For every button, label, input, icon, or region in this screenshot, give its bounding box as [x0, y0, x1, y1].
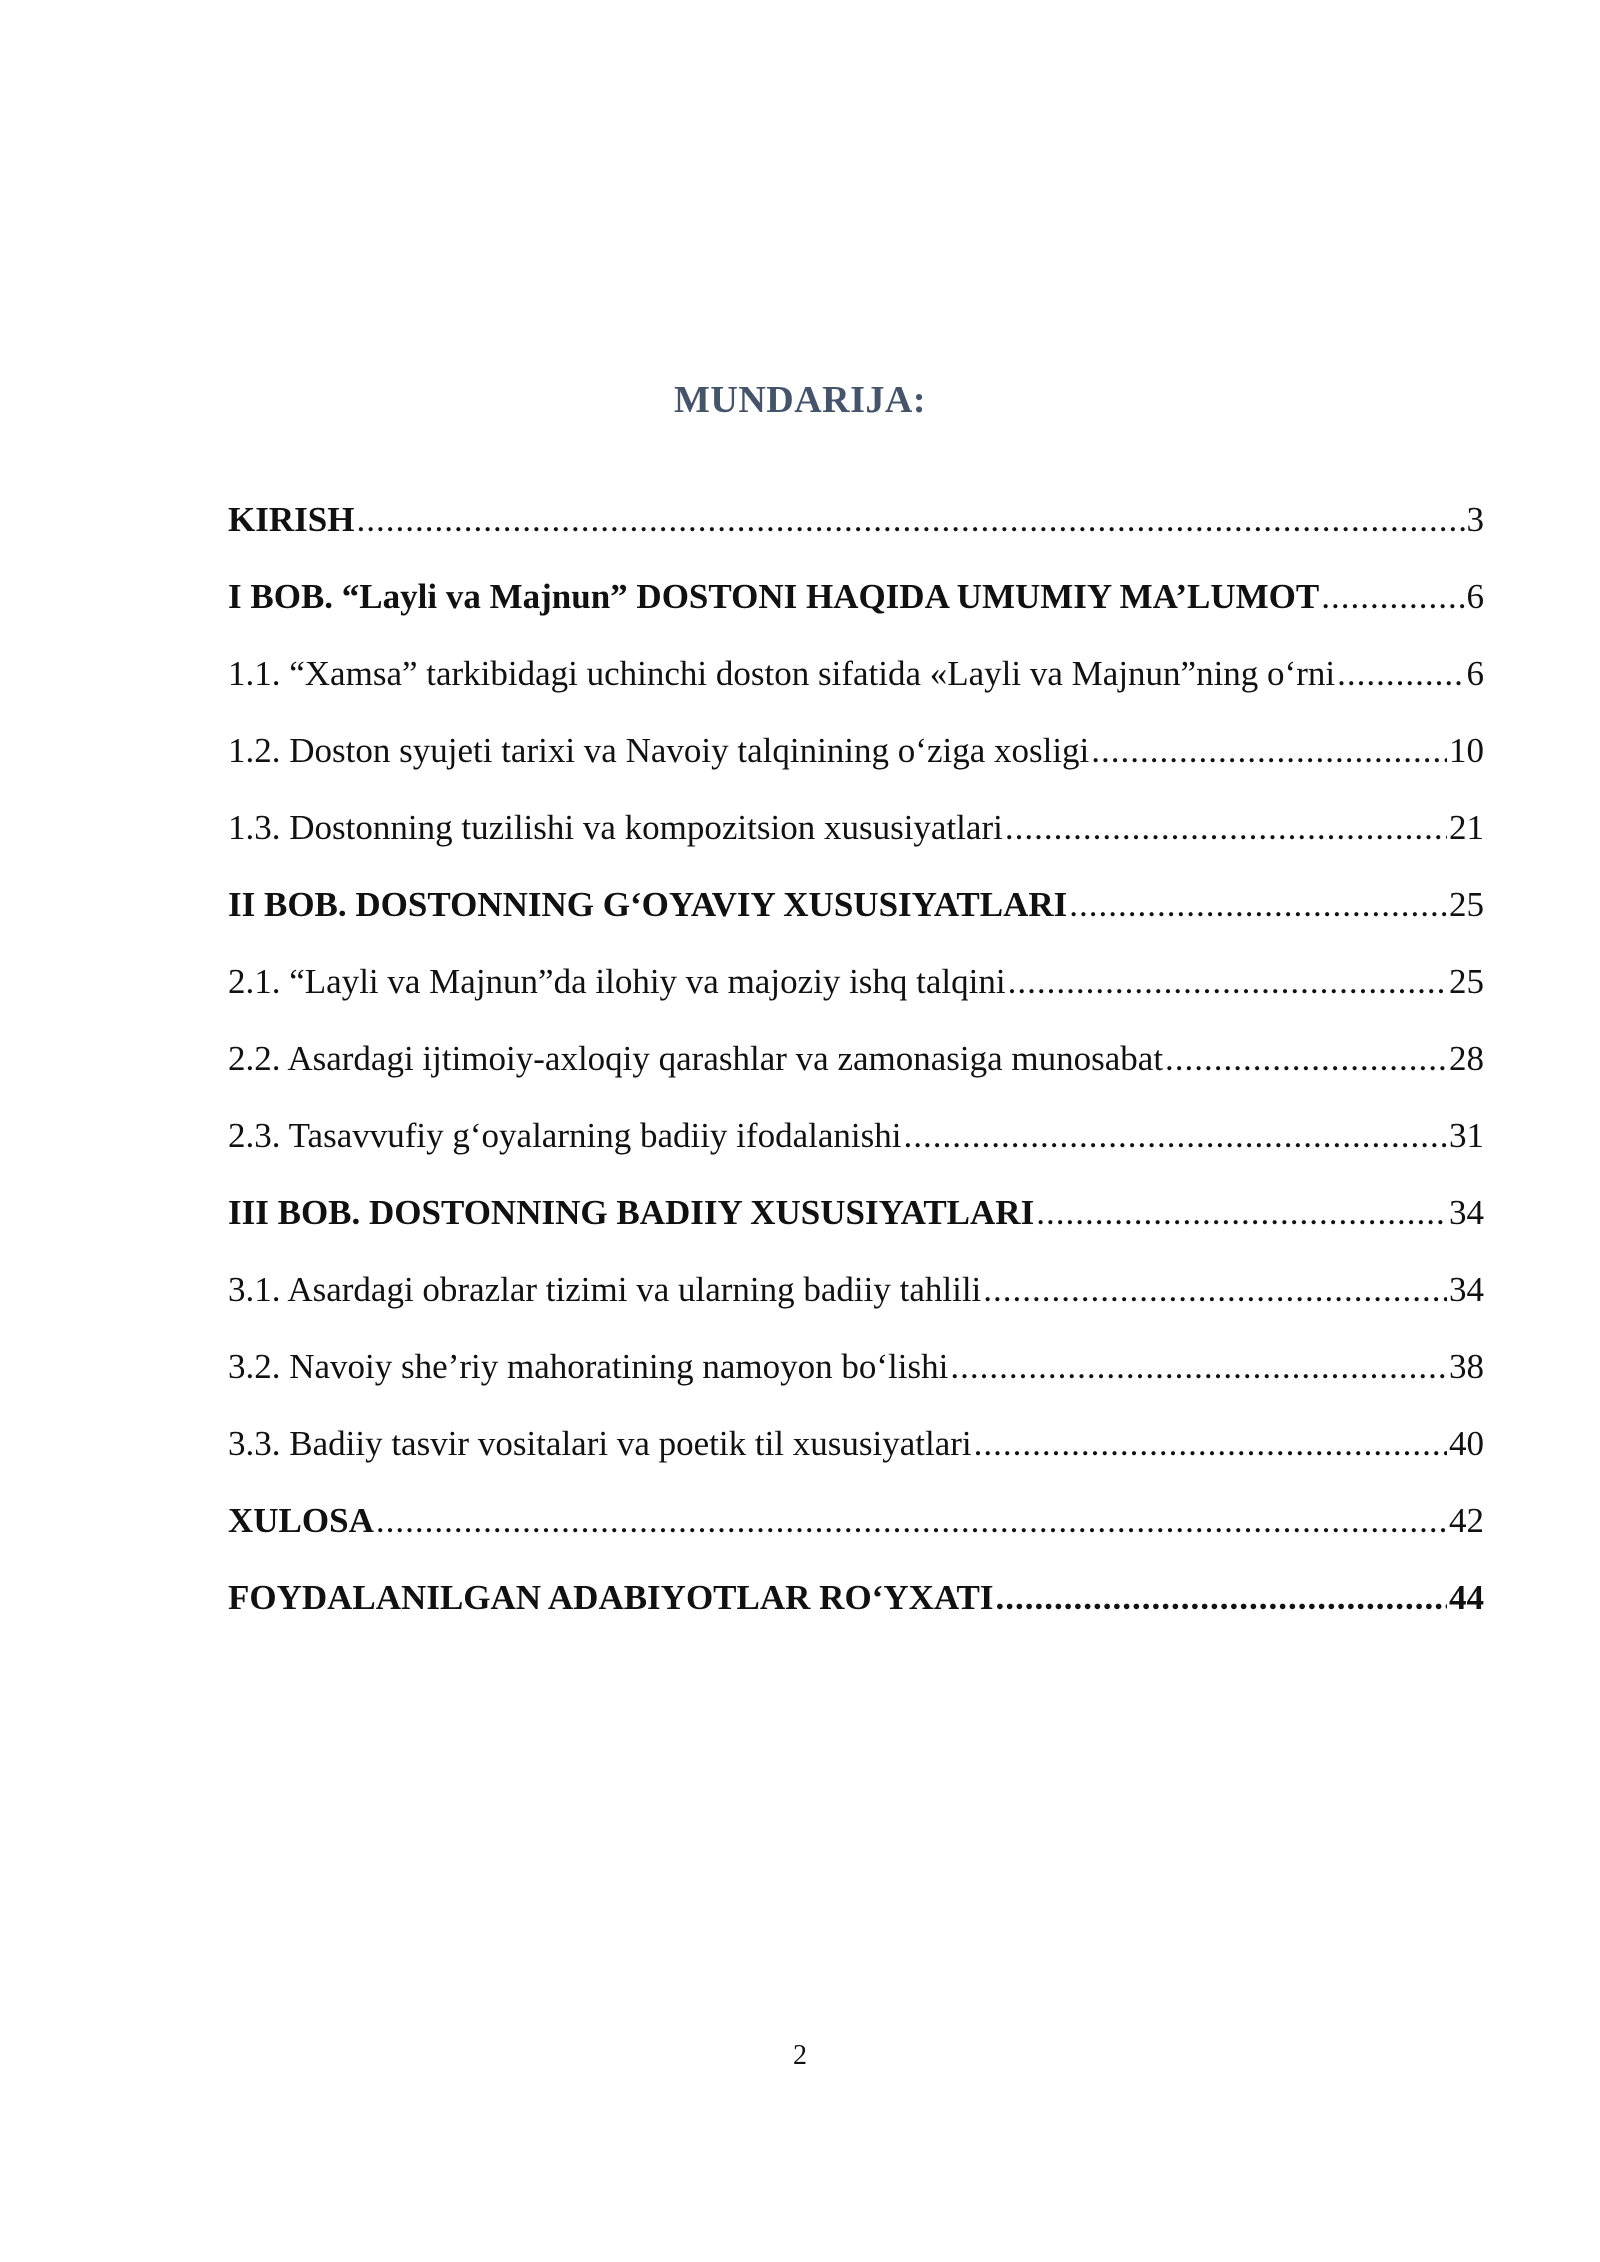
toc-entry-text: 1.2. Doston syujeti tarixi va Navoiy talqinining o‘ziga xosligi: [228, 731, 1090, 770]
toc-dot-leader: [996, 1568, 1447, 1628]
toc-title: MUNDARIJA:: [674, 379, 926, 421]
toc-dot-leader: [1036, 1183, 1447, 1243]
toc-entry-page: 6: [1466, 577, 1484, 616]
toc-entry-text: 3.3. Badiiy tasvir vositalari va poetik til xususiyatlari: [228, 1424, 972, 1463]
toc-list: [228, 490, 1484, 1645]
toc-entry: [228, 1337, 1484, 1414]
toc-entry-text: 2.2. Asardagi ijtimoiy-axloqiy qarashlar va zamonasiga munosabat: [228, 1039, 1164, 1078]
toc-entry-page: 38: [1449, 1347, 1484, 1386]
toc-entry: [228, 1414, 1484, 1491]
toc-entry: [228, 1491, 1484, 1568]
toc-entry-text: II BOB. DOSTONNING G‘OYAVIY XUSUSIYATLARI: [228, 885, 1068, 924]
toc-entry-page: 40: [1449, 1424, 1484, 1463]
toc-entry-page: 34: [1449, 1193, 1484, 1232]
toc-dot-leader: [1008, 952, 1447, 1012]
toc-entry-page: 28: [1449, 1039, 1484, 1078]
toc-dot-leader: [1005, 798, 1447, 858]
toc-entry: [228, 567, 1484, 644]
toc-entry-page: 34: [1449, 1270, 1484, 1309]
toc-entry: [228, 1260, 1484, 1337]
toc-entry: [228, 721, 1484, 798]
toc-entry-text: 3.1. Asardagi obrazlar tizimi va ularning badiiy tahlili: [228, 1270, 982, 1309]
toc-dot-leader: [1321, 567, 1464, 627]
toc-entry-text: 2.3. Tasavvufiy g‘oyalarning badiiy ifodalanishi: [228, 1116, 902, 1155]
toc-entry: [228, 1568, 1484, 1645]
toc-entry-text: 3.2. Navoiy she’riy mahoratining namoyon bo‘lishi: [228, 1347, 949, 1386]
toc-entry-page: 6: [1466, 654, 1484, 693]
toc-entry: [228, 1029, 1484, 1106]
toc-entry: [228, 875, 1484, 952]
toc-entry-text: XULOSA: [228, 1501, 374, 1540]
toc-entry-page: 25: [1449, 885, 1484, 924]
toc-dot-leader: [950, 1337, 1447, 1397]
toc-entry-page: 10: [1449, 731, 1484, 770]
toc-entry-text: 2.1. “Layli va Majnun”da ilohiy va majoziy ishq talqini: [228, 962, 1006, 1001]
toc-entry-page: 3: [1466, 500, 1484, 539]
toc-entry-text: KIRISH: [228, 500, 355, 539]
toc-dot-leader: [983, 1260, 1447, 1320]
toc-dot-leader: [356, 490, 1464, 550]
toc-entry: [228, 1183, 1484, 1260]
toc-entry: [228, 952, 1484, 1029]
toc-dot-leader: [903, 1106, 1447, 1166]
toc-entry-page: 21: [1449, 808, 1484, 847]
toc-entry: [228, 1106, 1484, 1183]
page-number: 2: [793, 2040, 807, 2071]
toc-entry-text: III BOB. DOSTONNING BADIIY XUSUSIYATLARI: [228, 1193, 1035, 1232]
toc-entry-text: I BOB. “Layli va Majnun” DOSTONI HAQIDA UMUMIY MA’LUMOT: [228, 577, 1320, 616]
toc-entry: [228, 798, 1484, 875]
toc-entry-text: FOYDALANILGAN ADABIYOTLAR RO‘YXATI: [228, 1578, 994, 1617]
toc-entry-text: 1.3. Dostonning tuzilishi va kompozitsion xususiyatlari: [228, 808, 1003, 847]
toc-entry-page: 42: [1449, 1501, 1484, 1540]
toc-entry-page: 44: [1449, 1578, 1484, 1617]
toc-entry: [228, 490, 1484, 567]
toc-entry-text: 1.1. “Xamsa” tarkibidagi uchinchi doston sifatida «Layli va Majnun”ning o‘rni: [228, 654, 1336, 693]
toc-dot-leader: [1165, 1029, 1447, 1089]
toc-dot-leader: [1337, 644, 1464, 704]
toc-dot-leader: [1069, 875, 1447, 935]
toc-dot-leader: [1091, 721, 1447, 781]
toc-entry-page: 25: [1449, 962, 1484, 1001]
toc-dot-leader: [376, 1491, 1447, 1551]
toc-entry-page: 31: [1449, 1116, 1484, 1155]
toc-entry: [228, 644, 1484, 721]
toc-dot-leader: [974, 1414, 1447, 1474]
